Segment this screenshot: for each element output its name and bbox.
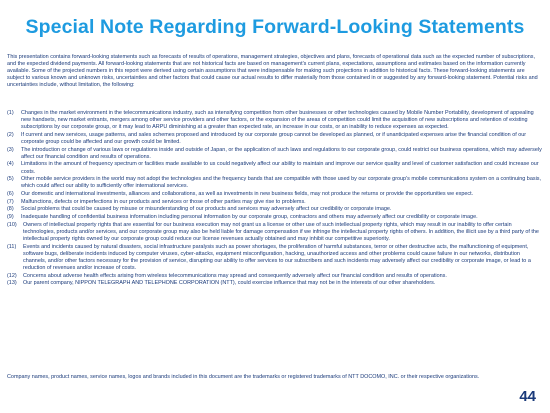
list-item [7, 161, 543, 175]
intro-paragraph: This presentation contains forward-looking statements such as forecasts of results of operations, management strategies, objectives and plans, forecasts of operational data such as the expected number of subscriptions, and the expected dividend payments. All forward-looking statements that are not historical facts are based on management's current plans, expectations, assumptions and estimates based on the information currently available. Some of the projected numbers in this report were derived using certain assumptions that were indispensable for making such projections in addition to historical facts. These forward-looking statements are subject to various known and unknown risks, uncertainties and other factors that could cause our actual results to differ materially from those contained in or suggested by any forward-looking statement. Potential risks and uncertainties include, without limitation, the following: [7, 54, 538, 89]
list-item [7, 280, 543, 287]
list-item-number: (6) [7, 191, 14, 197]
list-item-number: (4) [7, 161, 14, 168]
list-item-text: Malfunctions, defects or imperfections in our products and services or those of other parties may give rise to problems. [21, 198, 306, 205]
page-title: Special Note Regarding Forward-Looking Statements [25, 16, 525, 38]
list-item [7, 273, 543, 280]
list-item-text: Inadequate handling of confidential business information including personal information by our corporate group, contractors and others may adversely affect our credibility or corporate image. [21, 214, 478, 221]
list-item-text: Our domestic and international investments, alliances and collaborations, as well as investments in new business fields, may not produce the returns or provide the opportunities we expect. [21, 191, 474, 197]
list-item-number: (1) [7, 110, 14, 116]
list-item-text: Social problems that could be caused by misuse or misunderstanding of our products and services may adversely affect our credibility or corporate image. [21, 206, 392, 213]
list-item [7, 199, 543, 206]
list-item [7, 147, 543, 161]
trademark-note: Company names, product names, service names, logos and brands included in this document are the trademarks or registered trademarks of NTT DOCOMO, INC. or their respective organizations. [7, 374, 480, 380]
list-item [7, 176, 543, 190]
list-item-number: (3) [7, 146, 14, 153]
list-item-text: Other mobile service providers in the world may not adopt the technologies and the frequency bands that are compatible with those used by our corporate group's mobile communications system on a continuing basis, which could affect our ability to sufficiently offer international services. [21, 176, 542, 190]
list-item-text: Our parent company, NIPPON TELEGRAPH AND TELEPHONE CORPORATION (NTT), could exercise influence that may not be in the interests of our other shareholders. [23, 280, 436, 287]
list-item [7, 214, 543, 221]
list-item-number: (7) [7, 198, 14, 205]
list-item-text: Changes in the market environment in the telecommunications industry, such as intensifying competition from other businesses or other technologies caused by Mobile Number Portability, development of appealing new handsets, new market entrants, mergers among other service providers and other factors, or the expansion of the areas of competition could limit the acquisition of new subscriptions and retention of existing subscriptions by our corporate group, or it may lead to ARPU diminishing at a greater than expected rate, an increase in our costs, or an inability to reduce expenses as expected. [21, 110, 534, 131]
list-item-number: (10) [7, 221, 17, 228]
risk-list [7, 110, 543, 288]
list-item-number: (2) [7, 131, 14, 138]
list-item-number: (13) [7, 280, 17, 287]
list-item [7, 110, 543, 131]
list-item-text: Limitations in the amount of frequency spectrum or facilities made available to us could negatively affect our ability to maintain and improve our service quality and level of customer satisfaction and could increase our costs. [21, 161, 539, 175]
list-item [7, 206, 543, 213]
list-item-number: (12) [7, 272, 17, 279]
list-item [7, 244, 543, 272]
list-item-number: (8) [7, 206, 14, 213]
list-item-number: (5) [7, 176, 14, 183]
list-item-text: Concerns about adverse health effects arising from wireless telecommunications may spread and consequently adversely affect our financial condition and results of operations. [23, 272, 447, 279]
list-item-number: (11) [7, 243, 17, 250]
list-item-text: If current and new services, usage patterns, and sales schemes proposed and introduced by our corporate group cannot be developed as planned, or if unanticipated expenses arise the financial condition of our corporate group could be affected and our growth could be limited. [21, 131, 527, 145]
list-item [7, 132, 543, 146]
list-item [7, 191, 543, 198]
list-item-number: (9) [7, 214, 14, 221]
list-item-text: Owners of intellectual property rights that are essential for our business execution may not grant us a license or other use of such intellectual property rights, which may result in our inability to offer certain technologies, products and/or services, and our corporate group may also be held liable for damage compensation if we infringe the intellectual property rights of others. In addition, the illicit use by a third party of the intellectual property rights owned by our corporate group could reduce our license revenues actually obtained and may inhibit our competitive superiority. [23, 221, 539, 242]
page-number: 44 [519, 388, 536, 405]
list-item [7, 222, 543, 243]
list-item-text: Events and incidents caused by natural disasters, social infrastructure paralysis such as power shortages, the proliferation of harmful substances, terror or other destructive acts, the malfunctioning of equipment, software bugs, deliberate incidents induced by computer viruses, cyber-attacks, equipment misconfiguration, hacking, unauthorized access and other problems could cause failure in our networks, distribution channels, and/or other factors necessary for the provision of service, disrupting our ability to offer services to our subscribers and such incidents may adversely affect our credibility or corporate image, or lead to a reduction of revenues and/or increase of costs. [23, 243, 531, 271]
list-item-text: The introduction or change of various laws or regulations inside and outside of Japan, or the application of such laws and regulations to our corporate group, could restrict our business operations, which may adversely affect our financial condition and results of operations. [21, 146, 542, 160]
